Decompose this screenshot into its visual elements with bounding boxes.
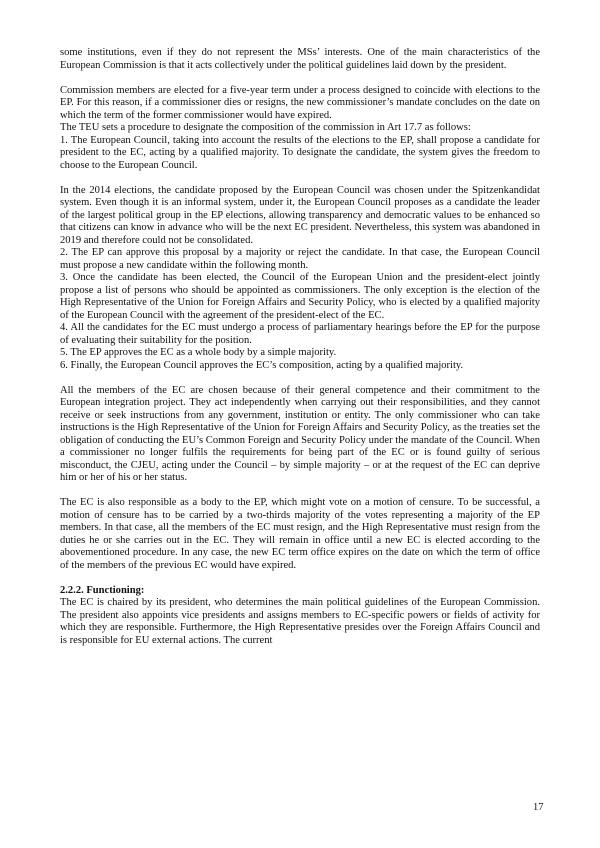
- paragraph-functioning: The EC is chaired by its president, who determines the main political guidelines of the European Commission. The president also appoints vice presidents and assigns members to EC-specific powers or fields of activity for which they are responsible. Furthermore, the High Representative presides over the Foreign Affairs Council and is responsible for EU external actions. The current: [60, 597, 540, 646]
- paragraph-term: Commission members are elected for a five-year term under a process designed to coincide with elections to the EP. For this reason, if a commissioner dies or resigns, the new commissioner’s mandate concludes on the date on which the term of the former commissioner would have expired.: [60, 84, 540, 121]
- paragraph-members: All the members of the EC are chosen because of their general competence and their commitment to the European integration project. They act independently when carrying out their responsibilities, and they cannot receive or seek instructions from any government, institution or entity. The only commissioner who can take instructions is the High Representative of the Union for Foreign Affairs and Security Policy, as the treaties set the obligation of conducting the EU’s Common Foreign and Security Policy under the mandate of the Council. When a commissioner no longer fulfils the requirements for being part of the EC or is found guilty of serious misconduct, the CJEU, acting under the Council – by simple majority – or at the request of the EC can deprive him or her of his or her status.: [60, 384, 540, 483]
- paragraph-procedure-intro: The TEU sets a procedure to designate the composition of the commission in Art 17.7 as follows:: [60, 122, 471, 133]
- paragraph-spacer: [60, 572, 540, 585]
- document-page: [60, 47, 540, 647]
- list-item-2: 2. The EP can approve this proposal by a majority or reject the candidate. In that case, the European Council must propose a new candidate within the following month.: [60, 247, 540, 271]
- paragraph-spacer: [60, 372, 540, 385]
- paragraph-intro-continuation: some institutions, even if they do not represent the MSs’ interests. One of the main characteristics of the European Commission is that it acts collectively under the political guidelines laid down by the president.: [60, 47, 540, 71]
- paragraph-spacer: [60, 172, 540, 185]
- page-number: 17: [533, 802, 544, 813]
- list-item-5: 5. The EP approves the EC as a whole body by a simple majority.: [60, 347, 337, 358]
- paragraph-censure: The EC is also responsible as a body to the EP, which might vote on a motion of censure. To be successful, a motion of censure has to be carried by a two-thirds majority of the votes representing a majority of the EP members. In that case, all the members of the EC must resign, and the High Representative must resign from the duties he or she carries out in the EC. They will remain in office until a new EC is elected according to the abovementioned procedure. In any case, the new EC term office expires on the date on which the term of office of the members of the previous EC would have expired.: [60, 497, 540, 571]
- list-item-3: 3. Once the candidate has been elected, the Council of the European Union and the president-elect jointly propose a list of persons who should be appointed as commissioners. The only exception is the election of the High Representative of the Union for Foreign Affairs and Security Policy, who is elected by a qualified majority of the European Council with the agreement of the president-elect of the EC.: [60, 272, 540, 321]
- list-item-4: 4. All the candidates for the EC must undergo a process of parliamentary hearings before the EP for the purpose of evaluating their suitability for the position.: [60, 322, 540, 346]
- list-item-6: 6. Finally, the European Council approves the EC’s composition, acting by a qualified majority.: [60, 359, 464, 371]
- paragraph-spacer: [60, 485, 540, 498]
- paragraph-spitzenkandidat: In the 2014 elections, the candidate proposed by the European Council was chosen under the Spitzenkandidat system. Even though it is an informal system, under it, the European Council proposes as a candidate the leader of the largest political group in the EP elections, allowing transparency and democratic values to be enhanced so that citizens can know in advance who will be the next EC president. Nevertheless, this system was abandoned in 2019 and therefore could not be consolidated.: [60, 184, 540, 246]
- paragraph-spacer: [60, 72, 540, 85]
- section-heading-functioning: 2.2.2. Functioning:: [60, 584, 145, 596]
- list-item-1: 1. The European Council, taking into account the results of the elections to the EP, shall propose a candidate for president to the EC, acting by a qualified majority. To designate the candidate, the system gives the freedom to choose to the European Council.: [60, 134, 540, 171]
